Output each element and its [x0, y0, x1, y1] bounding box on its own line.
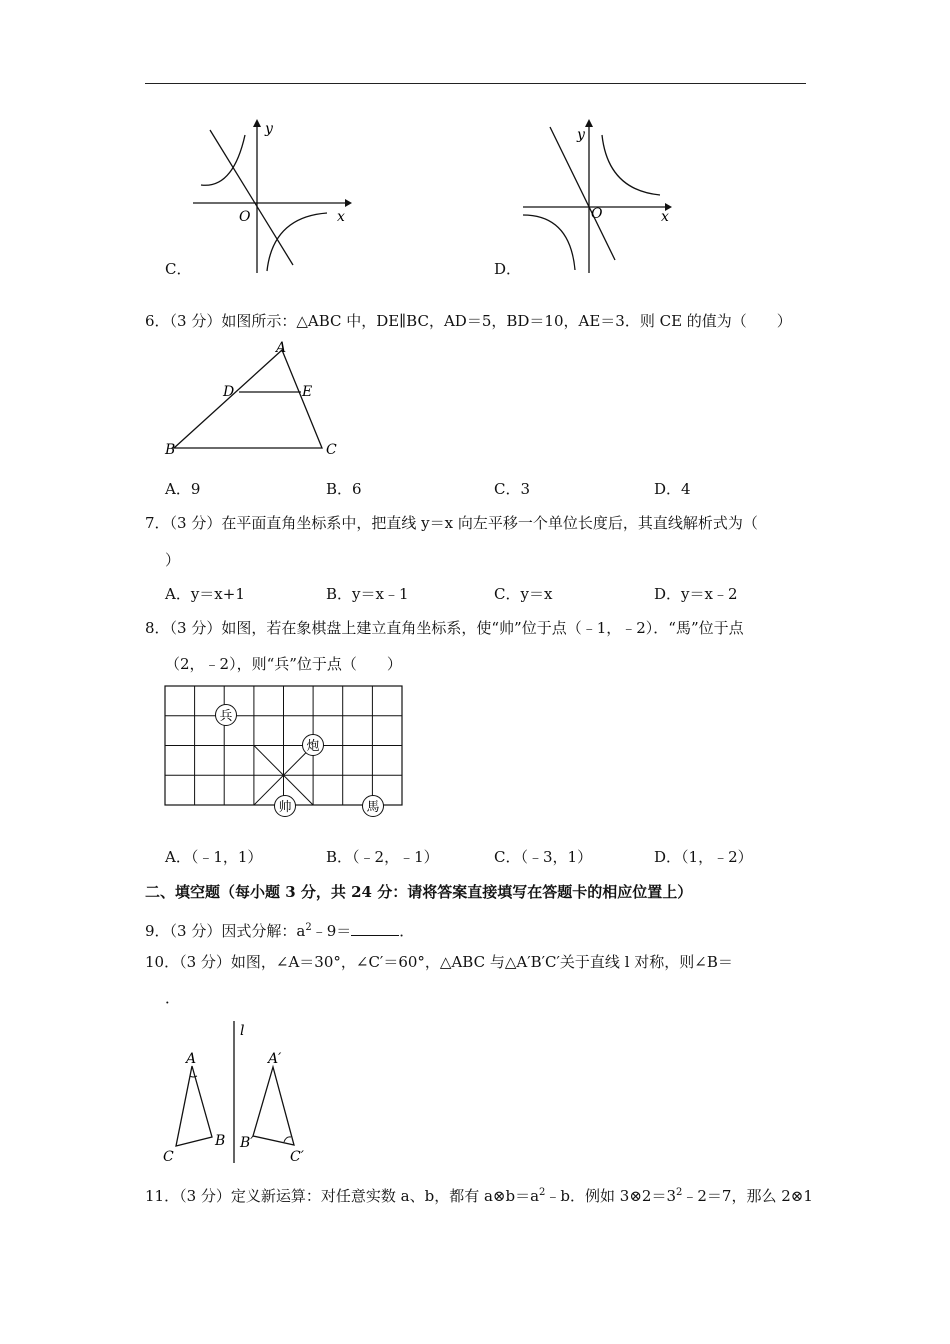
graph-d	[515, 115, 685, 275]
q7-option-b[interactable]: B．y＝x﹣1	[326, 585, 409, 603]
q7-option-c[interactable]: C．y＝x	[494, 585, 553, 603]
q10-label-c-prime: C′	[290, 1149, 304, 1165]
piece-bing	[216, 705, 237, 726]
piece-shuai	[275, 796, 296, 817]
graph-d-origin-label: O	[591, 206, 603, 222]
q8-option-c[interactable]: C．（﹣3，1）	[494, 848, 593, 866]
q8-chessboard-figure	[165, 686, 410, 826]
piece-ma	[363, 796, 384, 817]
piece-shuai-label: 帅	[278, 800, 292, 815]
q7-option-d[interactable]: D．y＝x﹣2	[654, 585, 738, 603]
graph-d-y-label: y	[577, 127, 585, 143]
q10-label-a-prime: A′	[268, 1051, 282, 1067]
graph-c-origin-label: O	[239, 209, 251, 225]
q11-stem	[145, 1183, 813, 1206]
q6-triangle-figure	[162, 338, 352, 458]
q11-exponent-1: 2	[539, 1187, 546, 1198]
graph-c-option-label: C．	[165, 260, 192, 278]
piece-ma-label: 馬	[366, 800, 380, 815]
q9-stem	[145, 918, 414, 941]
q10-label-b-prime: B′	[240, 1135, 254, 1151]
q7-stem-line1: 7．（3 分）在平面直角坐标系中，把直线 y＝x 向左平移一个单位长度后，其直线解析式为（	[145, 514, 758, 532]
graph-d-option-label: D．	[494, 260, 522, 278]
q9-stem-prefix: 9．（3 分）因式分解：a	[145, 922, 306, 940]
q10-label-b: B	[215, 1133, 226, 1149]
q10-label-c: C	[163, 1149, 174, 1165]
q11-stem-middle: ﹣b．例如 3⊗2＝3	[545, 1187, 676, 1205]
q10-stem-line1: 10．（3 分）如图，∠A＝30°，∠C′＝60°，△ABC 与△A′B′C′关于直线 l 对称，则∠B＝	[145, 953, 733, 971]
q8-stem-line1: 8．（3 分）如图，若在象棋盘上建立直角坐标系，使“帅”位于点（﹣1，﹣2）．“馬”位于点	[145, 619, 744, 637]
q6-stem: 6．（3 分）如图所示：△ABC 中，DE∥BC，AD＝5，BD＝10，AE＝3．则 CE 的值为（ ）	[145, 312, 792, 330]
q6-label-a: A	[276, 340, 287, 356]
q6-label-d: D	[223, 384, 235, 400]
q8-stem-line2: （2，﹣2），则“兵”位于点（ ）	[165, 655, 402, 673]
q6-label-b: B	[165, 442, 176, 458]
q11-stem-suffix: ﹣2＝7，那么 2⊗1	[682, 1187, 813, 1205]
q9-stem-suffix: ﹣9＝	[311, 922, 352, 940]
q6-option-a[interactable]: A．9	[165, 480, 201, 498]
q10-label-l: l	[240, 1023, 245, 1039]
q8-option-a[interactable]: A．（﹣1，1）	[165, 848, 263, 866]
piece-bing-label: 兵	[219, 709, 233, 724]
q6-option-b[interactable]: B．6	[326, 480, 362, 498]
q7-stem-line2: ）	[165, 551, 181, 569]
q9-exponent: 2	[305, 922, 312, 933]
q6-label-c: C	[326, 442, 337, 458]
q10-label-a: A	[186, 1051, 197, 1067]
q9-end: ．	[399, 922, 415, 940]
q8-option-b[interactable]: B．（﹣2，﹣1）	[326, 848, 439, 866]
page-top-rule	[145, 83, 806, 84]
piece-pao-label: 炮	[306, 739, 320, 754]
section-2-heading: 二、填空题（每小题 3 分，共 24 分：请将答案直接填写在答题卡的相应位置上）	[145, 883, 693, 901]
q10-symmetry-figure	[160, 1015, 330, 1165]
graph-c	[185, 115, 355, 275]
q7-option-a[interactable]: A．y＝x+1	[165, 585, 245, 603]
q8-option-d[interactable]: D．（1，﹣2）	[654, 848, 753, 866]
graph-c-x-label: x	[337, 209, 345, 225]
q9-answer-blank[interactable]	[351, 921, 399, 936]
piece-pao	[303, 735, 324, 756]
q11-stem-prefix: 11．（3 分）定义新运算：对任意实数 a、b，都有 a⊗b＝a	[145, 1187, 540, 1205]
q6-option-d[interactable]: D．4	[654, 480, 691, 498]
q6-label-e: E	[302, 384, 313, 400]
q10-stem-line2: ．	[165, 989, 181, 1007]
q6-option-c[interactable]: C．3	[494, 480, 531, 498]
q11-exponent-2: 2	[676, 1187, 683, 1198]
graph-d-x-label: x	[661, 209, 669, 225]
graph-c-y-label: y	[265, 121, 273, 137]
